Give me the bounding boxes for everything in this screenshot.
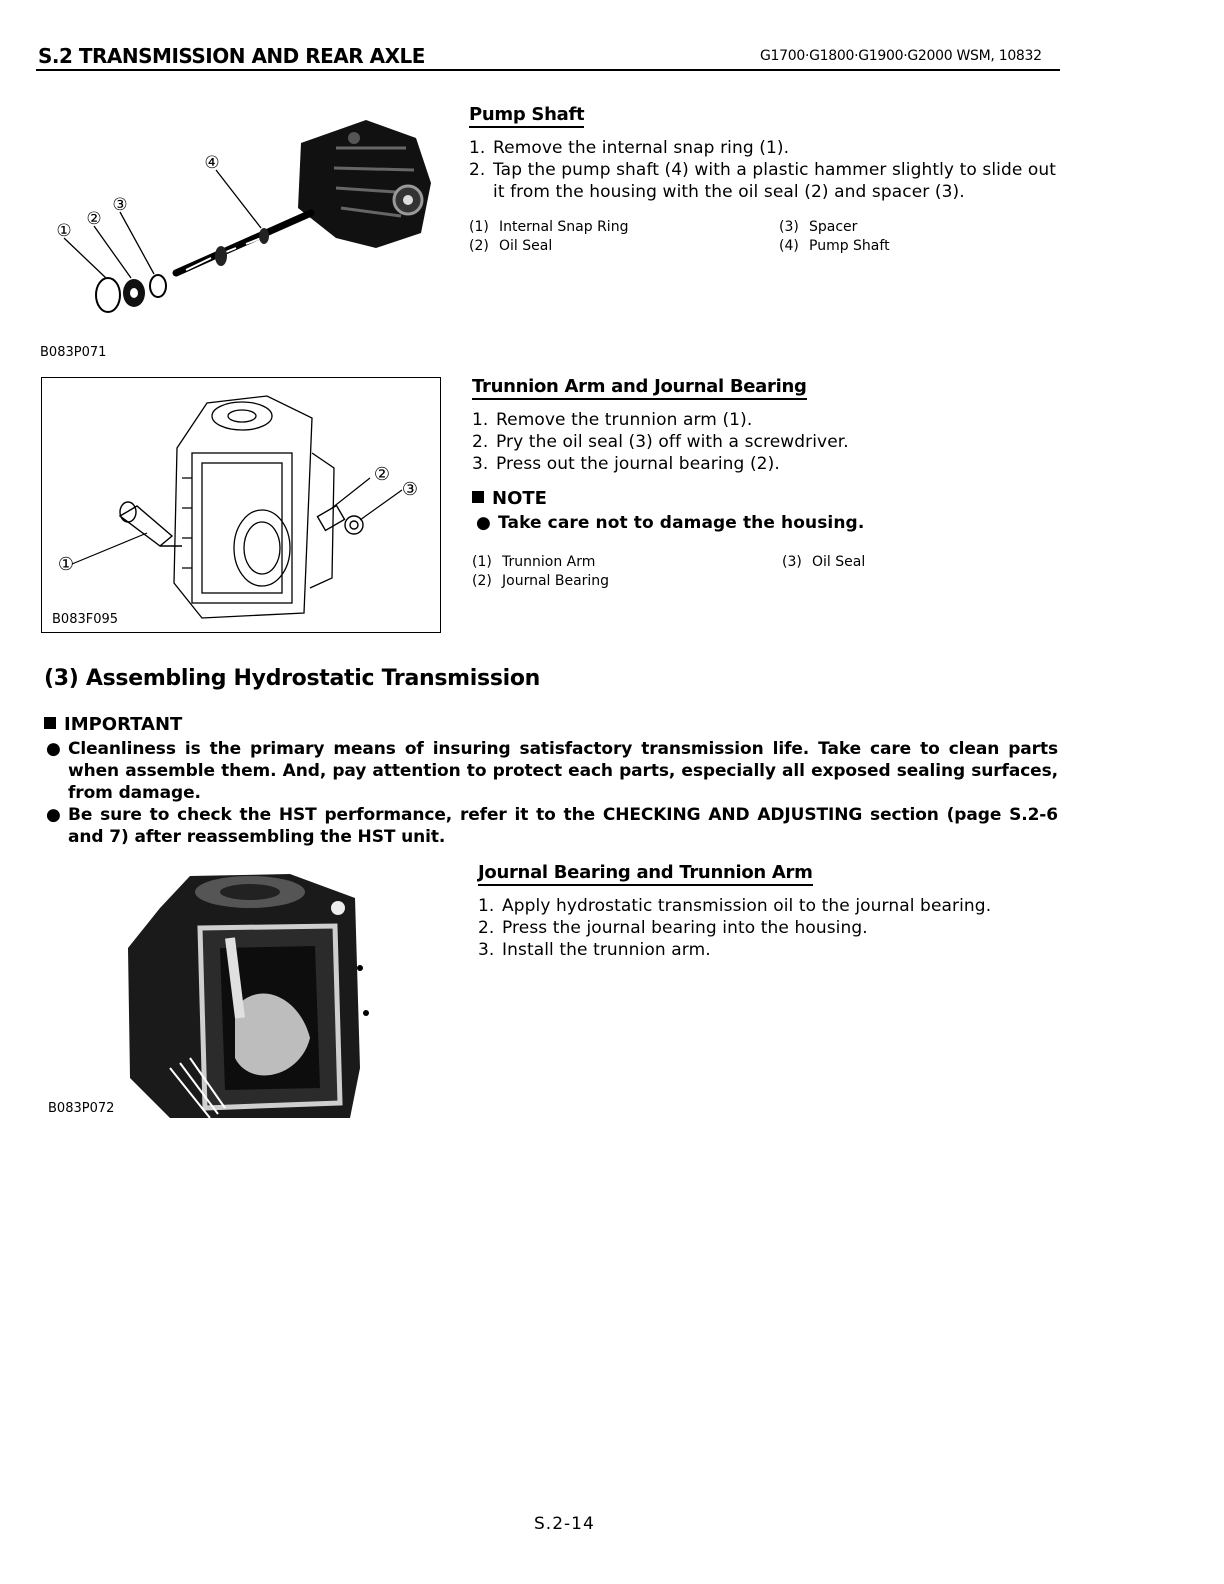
legend-item: (2) Journal Bearing bbox=[472, 573, 610, 589]
note-bullet: ● Take care not to damage the housing. bbox=[476, 513, 865, 533]
figure-code-trunnion: B083F095 bbox=[52, 612, 119, 627]
trunnion-arm-part bbox=[120, 502, 182, 546]
step-item: 2. Pry the oil seal (3) off with a screwdriver. bbox=[472, 432, 849, 452]
step-item: 3. Press out the journal bearing (2). bbox=[472, 454, 780, 474]
step-item: 1. Remove the internal snap ring (1). bbox=[469, 138, 790, 158]
trunnion-figure bbox=[42, 378, 440, 632]
hst-housing-drawing bbox=[174, 396, 334, 618]
legend-item: (1) Internal Snap Ring bbox=[469, 219, 629, 235]
step-item: 3. Install the trunnion arm. bbox=[478, 940, 711, 960]
bullet-icon: ● bbox=[46, 739, 61, 759]
bullet-icon: ● bbox=[476, 513, 491, 533]
important-bullets bbox=[44, 738, 1058, 848]
hst-housing-photo bbox=[298, 120, 431, 248]
pump-shaft-legend bbox=[469, 218, 1059, 256]
page-number: S.2-14 bbox=[534, 1514, 595, 1534]
bullet-icon: ● bbox=[46, 805, 61, 825]
step-item: 2. Press the journal bearing into the housing. bbox=[478, 918, 868, 938]
callout-4: ④ bbox=[204, 153, 220, 173]
important-square-icon bbox=[44, 717, 56, 729]
figure-code-pump-shaft: B083P071 bbox=[40, 345, 107, 360]
journal-title: Journal Bearing and Trunnion Arm bbox=[478, 862, 813, 886]
legend-item: (4) Pump Shaft bbox=[779, 238, 890, 254]
journal-steps bbox=[478, 895, 1058, 961]
step-item: 1. Apply hydrostatic transmission oil to the journal bearing. bbox=[478, 896, 992, 916]
pump-shaft-figure bbox=[36, 108, 436, 333]
spacer-part bbox=[150, 275, 166, 297]
figure-code-journal: B083P072 bbox=[48, 1101, 115, 1116]
legend-item: (3) Spacer bbox=[779, 219, 858, 235]
callout-2: ② bbox=[86, 209, 102, 229]
legend-item: (1) Trunnion Arm bbox=[472, 554, 596, 570]
trunnion-legend bbox=[472, 553, 1058, 591]
assembling-section-title: (3) Assembling Hydrostatic Transmission bbox=[44, 666, 541, 691]
model-reference: G1700·G1800·G1900·G2000 WSM, 10832 bbox=[760, 48, 1042, 64]
note-heading: NOTE bbox=[472, 488, 547, 509]
callout-3: ③ bbox=[401, 479, 419, 500]
oil-seal-part bbox=[345, 516, 363, 534]
journal-bearing-part bbox=[317, 506, 344, 531]
trunnion-steps bbox=[472, 409, 1058, 475]
callout-3: ③ bbox=[112, 195, 128, 215]
important-bullet: ● Be sure to check the HST performance, refer it to the CHECKING AND ADJUSTING section (page S.2-6 and 7) after reassembling the HST unit. bbox=[46, 805, 1058, 847]
section-header: S.2 TRANSMISSION AND REAR AXLE bbox=[38, 44, 425, 68]
important-heading: IMPORTANT bbox=[44, 714, 182, 735]
trunnion-figure-frame bbox=[41, 377, 441, 633]
snap-ring-part bbox=[96, 278, 120, 312]
legend-item: (2) Oil Seal bbox=[469, 238, 553, 254]
pump-shaft-title: Pump Shaft bbox=[469, 104, 584, 128]
callout-1: ① bbox=[57, 554, 75, 575]
pump-shaft-part bbox=[176, 213, 311, 273]
legend-item: (3) Oil Seal bbox=[782, 554, 866, 570]
housing-photo bbox=[128, 874, 369, 1118]
pump-shaft-steps bbox=[469, 137, 1059, 203]
important-bullet: ● Cleanliness is the primary means of insuring satisfactory transmission life. Take care to clean parts when assemble them. And, pay attention to protect each parts, especially all exposed sealing surfaces, from damage. bbox=[46, 739, 1058, 803]
note-square-icon bbox=[472, 491, 484, 503]
callout-2: ② bbox=[373, 464, 391, 485]
header-rule bbox=[36, 69, 1060, 71]
step-item: 1. Remove the trunnion arm (1). bbox=[472, 410, 753, 430]
trunnion-title: Trunnion Arm and Journal Bearing bbox=[472, 376, 807, 400]
step-item: 2. Tap the pump shaft (4) with a plastic hammer slightly to slide out it from the housing with the oil seal (2) and spacer (3). bbox=[469, 160, 1057, 202]
callout-1: ① bbox=[56, 221, 72, 241]
journal-bearing-figure bbox=[110, 868, 400, 1123]
